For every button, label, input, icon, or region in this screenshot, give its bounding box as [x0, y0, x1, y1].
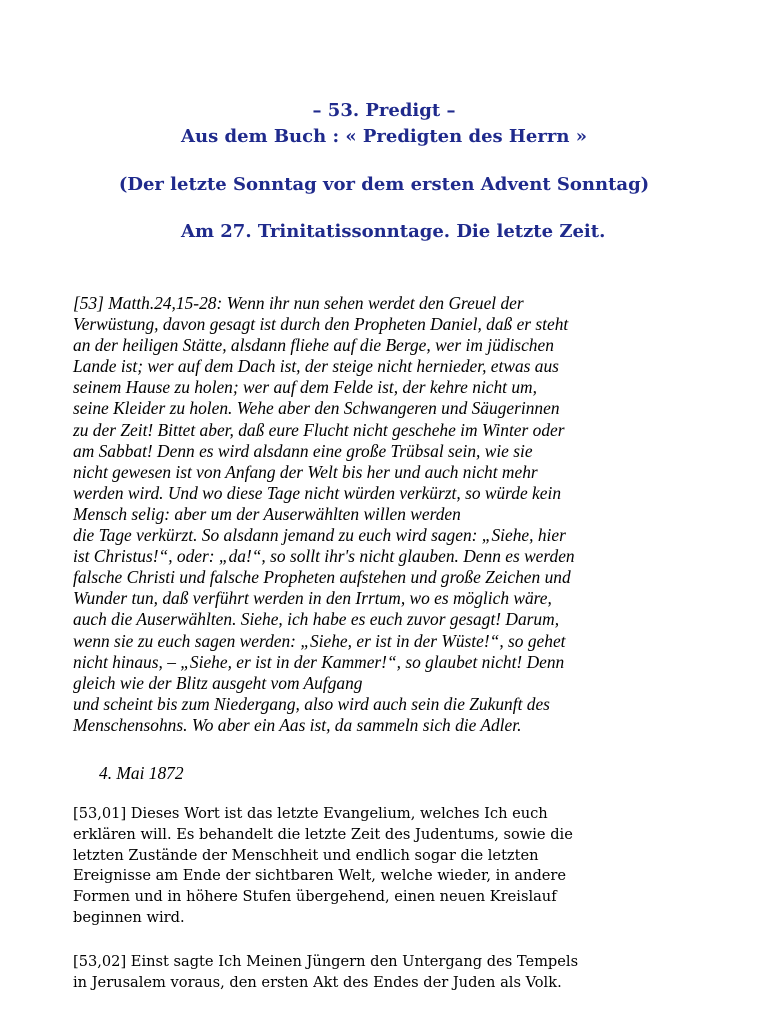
- scripture-line: an der heiligen Stätte, alsdann fliehe auf die Berge, wer im jüdischen: [73, 335, 554, 356]
- scripture-line: Lande ist; wer auf dem Dach ist, der steige nicht hernieder, etwas aus: [73, 356, 559, 377]
- sermon-number-heading: – 53. Predigt –: [312, 100, 456, 121]
- scripture-line: Mensch selig: aber um der Auserwählten willen werden: [73, 503, 461, 524]
- book-title-heading: Aus dem Buch : « Predigten des Herrn »: [181, 126, 587, 147]
- scripture-line: Wunder tun, daß verführt werden in den Irrtum, wo es möglich wäre,: [73, 588, 552, 609]
- scripture-line: Menschensohns. Wo aber ein Aas ist, da sammeln sich die Adler.: [73, 714, 522, 735]
- scripture-line: nicht hinaus, – „Siehe, er ist in der Kammer!“, so glaubet nicht! Denn: [73, 651, 565, 672]
- scripture-line: ist Christus!“, oder: „da!“, so sollt ihr's nicht glauben. Denn es werden: [73, 546, 575, 567]
- scripture-line: auch die Auserwählten. Siehe, ich habe es euch zuvor gesagt! Darum,: [73, 609, 560, 630]
- occasion-heading: (Der letzte Sonntag vor dem ersten Advent Sonntag): [118, 174, 650, 195]
- scripture-line: werden wird. Und wo diese Tage nicht würden verkürzt, so würde kein: [73, 482, 562, 503]
- paragraph-line: [53,01] Dieses Wort ist das letzte Evangelium, welches Ich euch: [73, 805, 548, 822]
- subject-heading: Am 27. Trinitatissonntage. Die letzte Zeit.: [181, 221, 606, 242]
- sermon-date: 4. Mai 1872: [99, 763, 184, 783]
- scripture-line: [53] Matth.24,15-28: Wenn ihr nun sehen werdet den Greuel der: [73, 293, 524, 313]
- paragraph-line: Ereignisse am Ende der sichtbaren Welt, welche wieder, in andere: [73, 867, 567, 885]
- paragraph-line: beginnen wird.: [73, 908, 185, 926]
- scripture-line: falsche Christi und falsche Propheten aufstehen und große Zeichen und: [73, 567, 571, 588]
- scripture-line: und scheint bis zum Niedergang, also wird auch sein die Zukunft des: [73, 693, 550, 714]
- scripture-line: am Sabbat! Denn es wird alsdann eine große Trübsal sein, wie sie: [73, 440, 533, 461]
- paragraph-line: erklären will. Es behandelt die letzte Zeit des Judentums, sowie die: [73, 825, 573, 843]
- scripture-line: wenn sie zu euch sagen werden: „Siehe, er ist in der Wüste!“, so gehet: [73, 630, 566, 651]
- paragraph-line: letzten Zustände der Menschheit und endlich sogar die letzten: [73, 846, 539, 864]
- scripture-line: die Tage verkürzt. So alsdann jemand zu euch wird sagen: „Siehe, hier: [73, 525, 566, 546]
- scripture-line: zu der Zeit! Bittet aber, daß eure Flucht nicht geschehe im Winter oder: [73, 419, 565, 440]
- scripture-line: gleich wie der Blitz ausgeht vom Aufgang: [73, 672, 363, 693]
- scripture-line: seinem Hause zu holen; wer auf dem Felde ist, der kehre nicht um,: [73, 377, 537, 398]
- paragraph-line: in Jerusalem voraus, den ersten Akt des Endes der Juden als Volk.: [73, 973, 562, 991]
- paragraph-53-01: [73, 804, 733, 929]
- scripture-passage: [73, 293, 713, 736]
- paragraph-53-02: [73, 952, 733, 994]
- scripture-line: seine Kleider zu holen. Wehe aber den Schwangeren und Säugerinnen: [73, 398, 560, 419]
- paragraph-line: Formen und in höhere Stufen übergehend, einen neuen Kreislauf: [73, 888, 557, 906]
- paragraph-line: [53,02] Einst sagte Ich Meinen Jüngern den Untergang des Tempels: [73, 953, 579, 970]
- scripture-line: Verwüstung, davon gesagt ist durch den Propheten Daniel, daß er steht: [73, 314, 569, 335]
- scripture-line: nicht gewesen ist von Anfang der Welt bis her und auch nicht mehr: [73, 461, 538, 482]
